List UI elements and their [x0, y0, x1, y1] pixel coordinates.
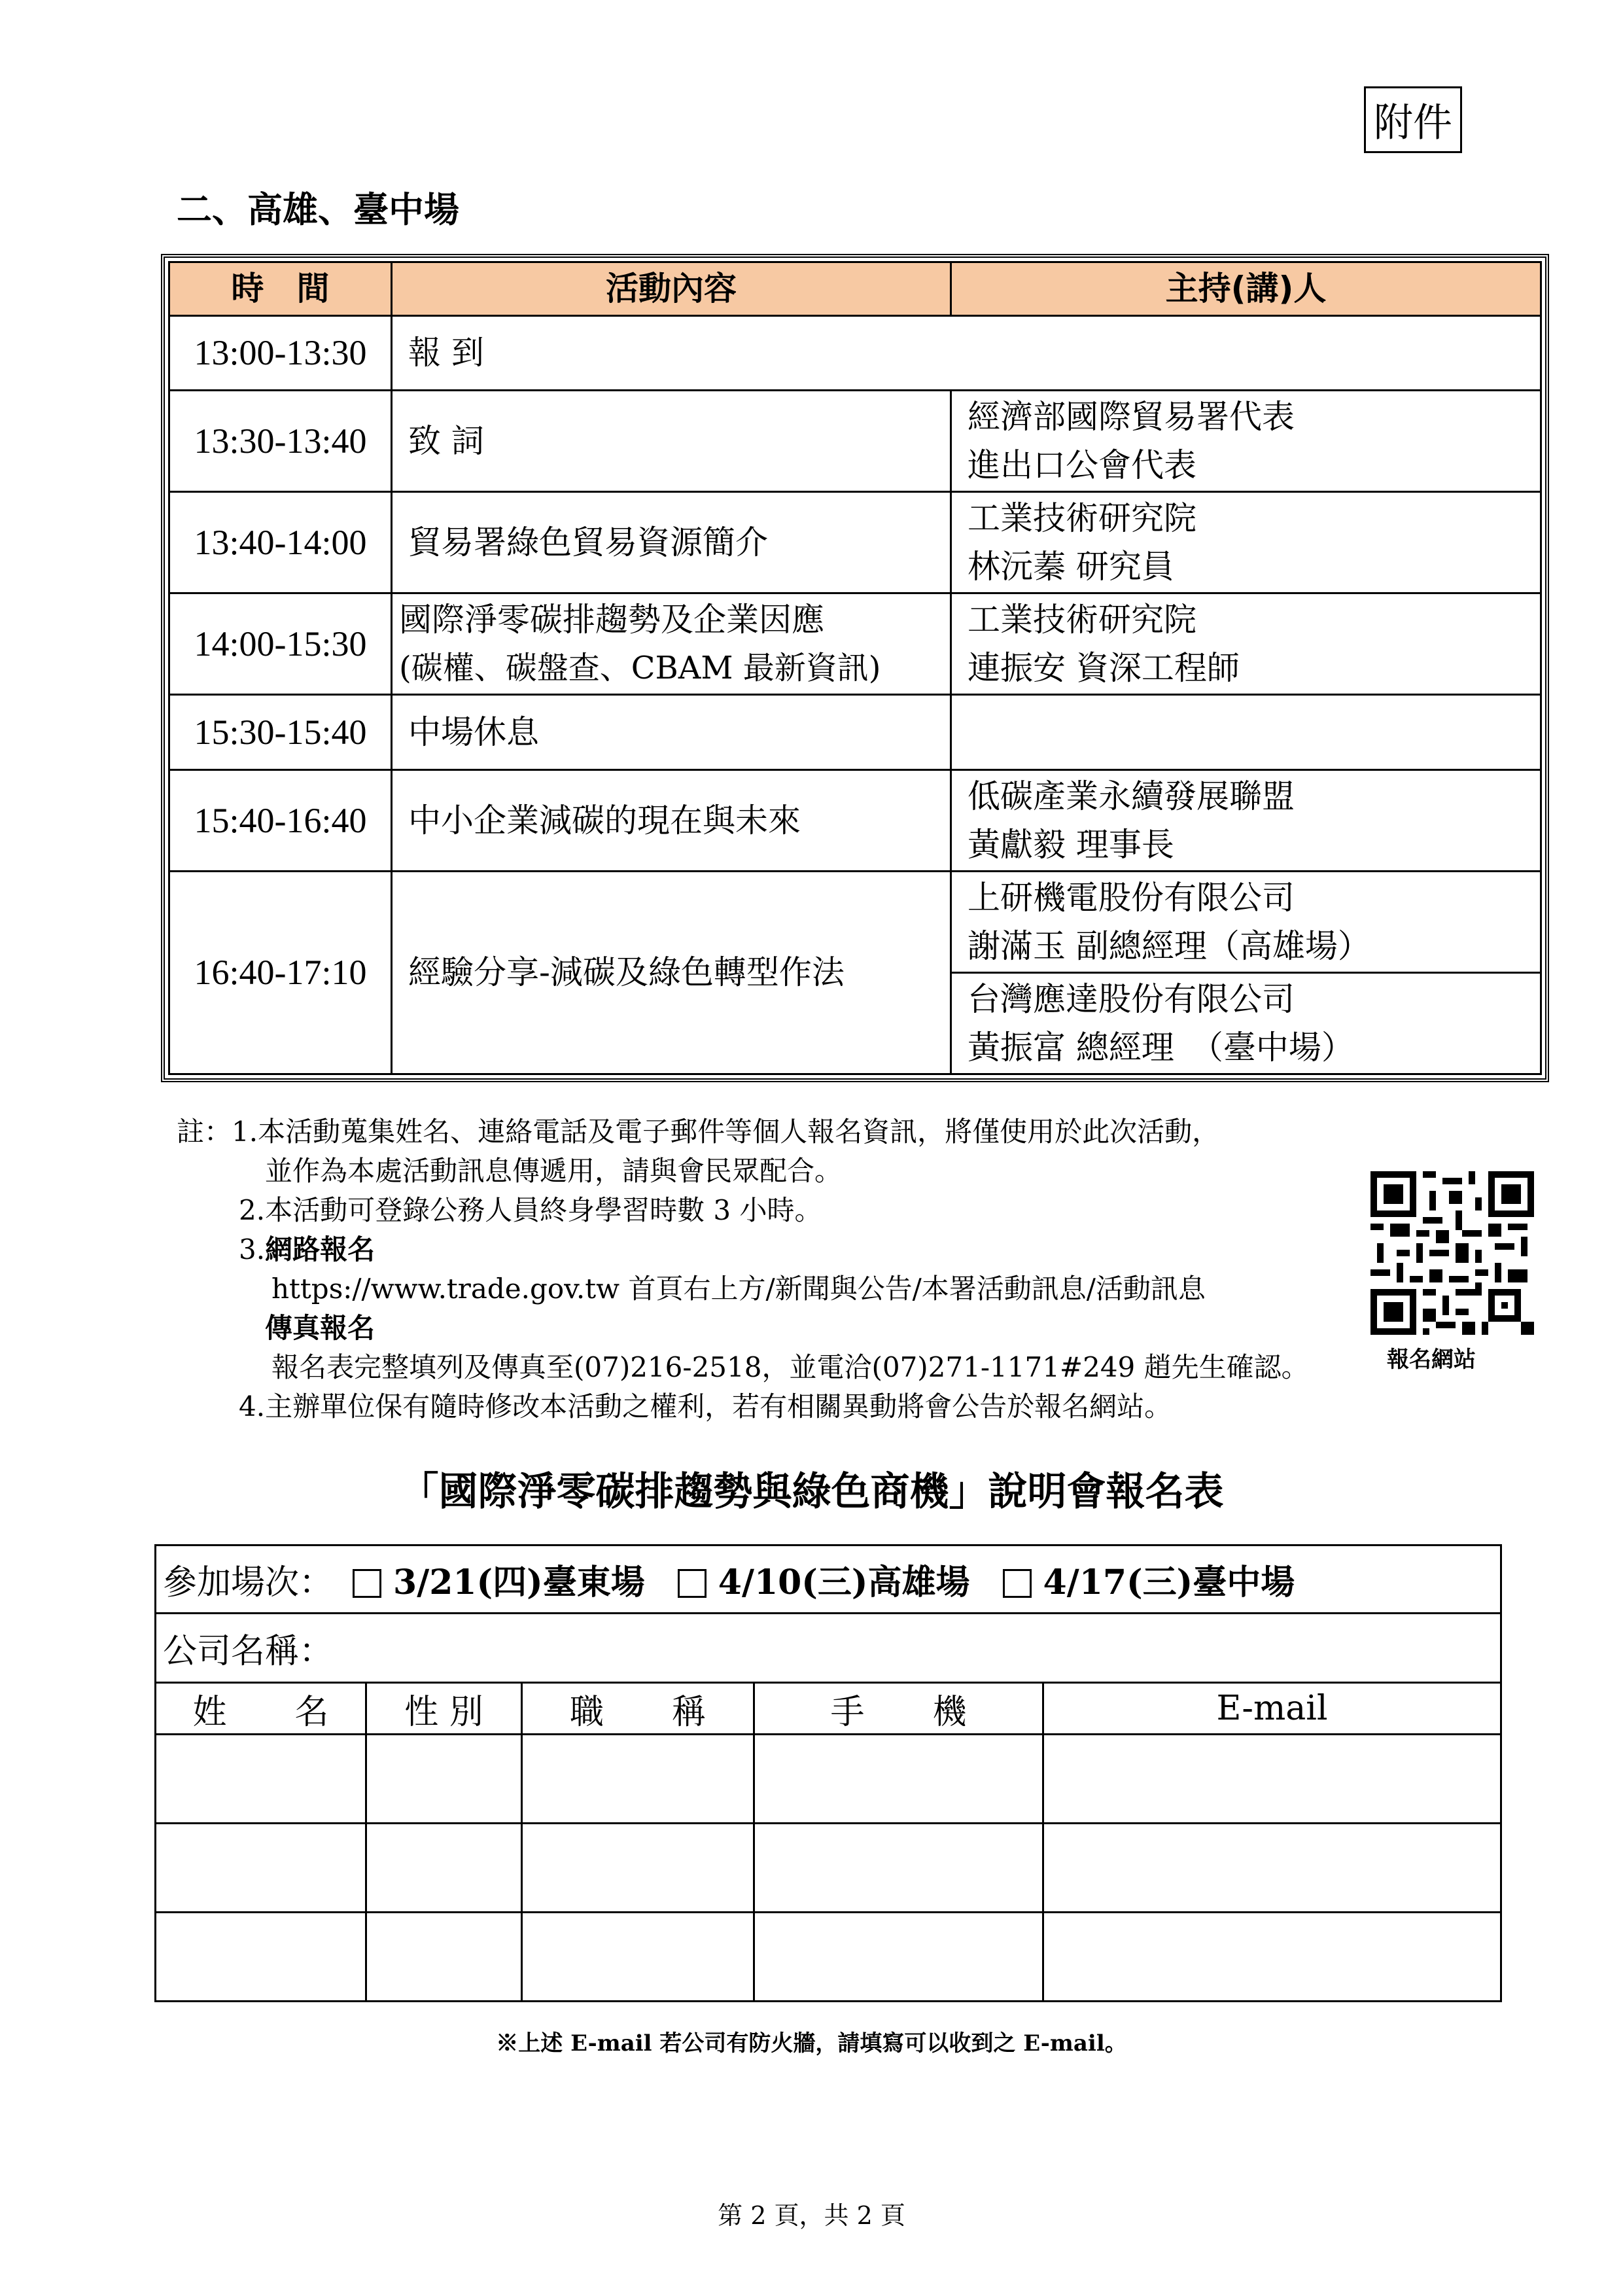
gender-field[interactable]: [366, 1913, 522, 2002]
col-title: 職 稱: [522, 1683, 754, 1735]
row-host: [951, 391, 1541, 492]
sessions-row: [156, 1545, 1501, 1614]
title-field[interactable]: [522, 1735, 754, 1824]
row-content: 貿易署綠色貿易資源簡介: [392, 492, 951, 593]
row-host: [951, 871, 1541, 972]
host-line: 工業技術研究院: [968, 601, 1196, 639]
note-line: 4.主辦單位保有隨時修改本活動之權利，若有相關異動將會公告於報名網站。: [239, 1390, 1172, 1422]
header-host: 主持(講)人: [951, 262, 1541, 316]
row-content: 致 詞: [392, 391, 951, 492]
host-line: 台灣應達股份有限公司: [968, 980, 1295, 1018]
row-host: [951, 695, 1541, 770]
checkbox-session-kaohsiung[interactable]: [678, 1569, 707, 1598]
note-line: 報名表完整填列及傳真至(07)216-2518，並電洽(07)271-1171#249 趙先生確認。: [271, 1351, 1309, 1383]
host-line: 低碳產業永續發展聯盟: [968, 777, 1295, 815]
session-taichung-label: 4/17(三)臺中場: [1043, 1563, 1295, 1602]
row-content: 報 到: [392, 315, 1541, 391]
table-row: [169, 593, 1541, 695]
email-field[interactable]: [1043, 1735, 1501, 1824]
gender-field[interactable]: [366, 1735, 522, 1824]
col-email: E-mail: [1043, 1683, 1501, 1735]
mobile-field[interactable]: [754, 1735, 1043, 1824]
title-field[interactable]: [522, 1913, 754, 2002]
checkbox-session-taichung[interactable]: [1003, 1569, 1032, 1598]
table-row: [156, 1913, 1501, 2002]
table-row: [169, 492, 1541, 593]
table-row: [156, 1824, 1501, 1913]
note-line: 2.本活動可登錄公務人員終身學習時數 3 小時。: [239, 1194, 822, 1226]
column-header-row: [156, 1683, 1501, 1735]
company-name-label: 公司名稱：: [163, 1632, 334, 1671]
row-time: 16:40-17:10: [169, 871, 392, 1074]
host-line: 進出口公會代表: [968, 446, 1196, 485]
attachment-label: 附件: [1364, 86, 1462, 153]
table-row: [169, 871, 1541, 972]
fax-registration-label: 傳真報名: [265, 1312, 375, 1344]
schedule-table-frame: [161, 254, 1549, 1082]
content-line: 國際淨零碳排趨勢及企業因應: [399, 601, 824, 639]
title-field[interactable]: [522, 1824, 754, 1913]
row-content: 經驗分享-減碳及綠色轉型作法: [392, 871, 951, 1074]
name-field[interactable]: [156, 1824, 366, 1913]
sessions-label: 參加場次：: [163, 1563, 334, 1602]
host-line: 工業技術研究院: [968, 499, 1196, 538]
header-content: 活動內容: [392, 262, 951, 316]
mobile-field[interactable]: [754, 1824, 1043, 1913]
header-time: 時 間: [169, 262, 392, 316]
mobile-field[interactable]: [754, 1913, 1043, 2002]
table-row: [169, 315, 1541, 391]
host-line: 上研機電股份有限公司: [968, 878, 1295, 917]
row-content: 中小企業減碳的現在與未來: [392, 769, 951, 871]
gender-field[interactable]: [366, 1824, 522, 1913]
email-field[interactable]: [1043, 1824, 1501, 1913]
row-host: [951, 769, 1541, 871]
row-time: 15:30-15:40: [169, 695, 392, 770]
qr-code-icon[interactable]: [1370, 1171, 1534, 1335]
row-time: 13:00-13:30: [169, 315, 392, 391]
host-line: 林沅蓁 研究員: [968, 548, 1174, 586]
schedule-table: [168, 261, 1542, 1075]
name-field[interactable]: [156, 1735, 366, 1824]
host-line: 黃獻毅 理事長: [968, 825, 1174, 864]
table-row: [156, 1735, 1501, 1824]
qr-label: 報名網站: [1387, 1347, 1476, 1373]
form-title: 「國際淨零碳排趨勢與綠色商機」說明會報名表: [399, 1469, 1224, 1515]
row-time: 15:40-16:40: [169, 769, 392, 871]
name-field[interactable]: [156, 1913, 366, 2002]
col-mobile: 手 機: [754, 1683, 1043, 1735]
content-line: (碳權、碳盤查、CBAM 最新資訊): [399, 650, 881, 687]
page-number: 第 2 頁，共 2 頁: [718, 2201, 905, 2230]
company-name-field[interactable]: [156, 1614, 1501, 1683]
note-line: 註：1.本活動蒐集姓名、連絡電話及電子郵件等個人報名資訊，將僅使用於此次活動，: [177, 1116, 1220, 1148]
session-kaohsiung-label: 4/10(三)高雄場: [718, 1563, 970, 1602]
row-content: [392, 593, 951, 695]
session-taitung-label: 3/21(四)臺東場: [393, 1563, 645, 1602]
col-gender: 性 別: [366, 1683, 522, 1735]
row-time: 13:30-13:40: [169, 391, 392, 492]
note-line: [177, 1230, 1309, 1269]
row-time: 13:40-14:00: [169, 492, 392, 593]
table-row: [169, 391, 1541, 492]
email-field[interactable]: [1043, 1913, 1501, 2002]
note-line: 並作為本處活動訊息傳遞用，請與會民眾配合。: [265, 1155, 843, 1187]
table-row: [169, 695, 1541, 770]
notes: [177, 1112, 1309, 1426]
table-row: [169, 769, 1541, 871]
note-number: 3.: [239, 1233, 266, 1265]
online-registration-label: 網路報名: [265, 1233, 375, 1265]
registration-form-table: [154, 1544, 1502, 2002]
host-line: 經濟部國際貿易署代表: [968, 398, 1295, 436]
row-time: 14:00-15:30: [169, 593, 392, 695]
section-title: 二、高雄、臺中場: [177, 188, 459, 230]
row-host: [951, 593, 1541, 695]
host-line: 黃振富 總經理 （臺中場）: [968, 1028, 1354, 1067]
row-host: [951, 492, 1541, 593]
checkbox-session-taitung[interactable]: [353, 1569, 381, 1598]
company-row: [156, 1614, 1501, 1683]
form-footnote: ※上述 E-mail 若公司有防火牆，請填寫可以收到之 E-mail。: [496, 2030, 1127, 2057]
row-content: 中場休息: [392, 695, 951, 770]
registration-url[interactable]: https://www.trade.gov.tw 首頁右上方/新聞與公告/本署活動訊息/活動訊息: [271, 1273, 1206, 1305]
col-name: 姓 名: [156, 1683, 366, 1735]
row-host: [951, 972, 1541, 1074]
host-line: 謝滿玉 副總經理（高雄場）: [968, 927, 1370, 965]
host-line: 連振安 資深工程師: [968, 649, 1240, 688]
